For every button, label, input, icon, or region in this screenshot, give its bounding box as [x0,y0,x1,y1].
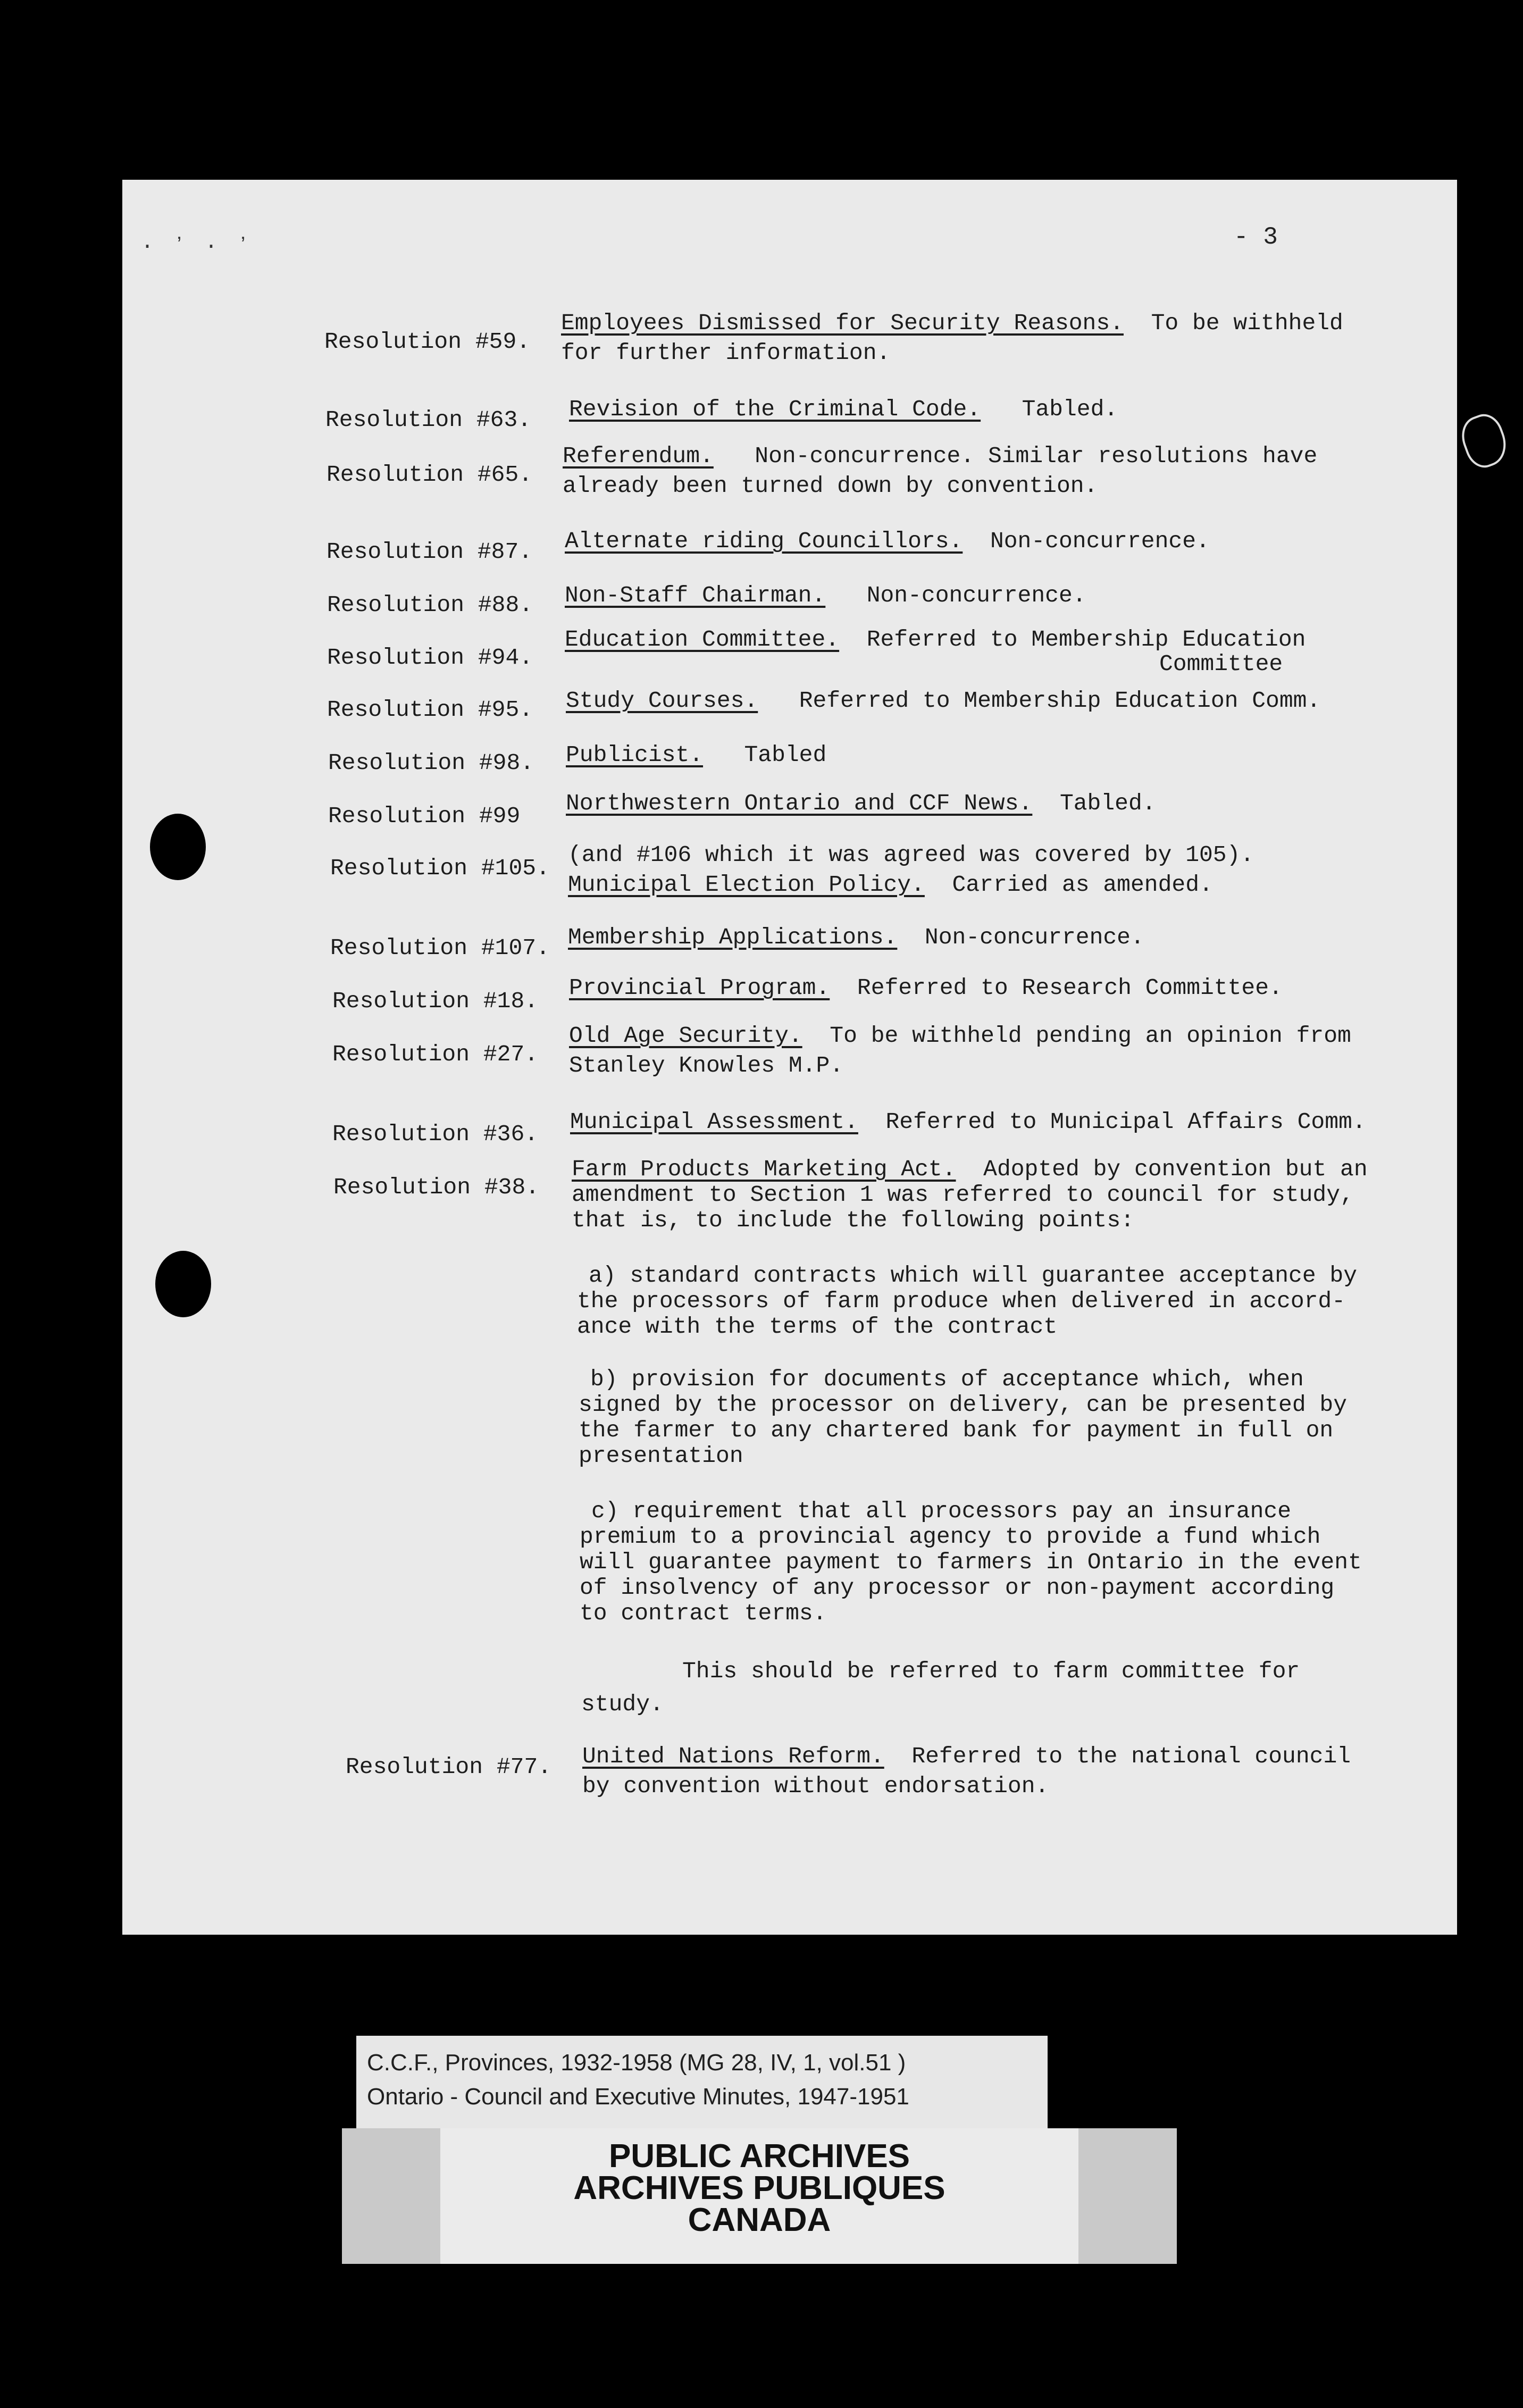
resolution-text: Referred to the national council [911,1743,1351,1769]
committee-note [581,1655,1300,1721]
resolution-body [569,395,1118,424]
resolution-body [572,1157,1368,1233]
resolution-label: Resolution #105. [330,855,550,881]
resolution-text: Tabled. [1022,396,1118,422]
resolution-label: Resolution #18. [332,988,539,1014]
resolution-body [565,526,1210,556]
point-b [579,1367,1347,1469]
resolution-title: Municipal Election Policy. [568,872,925,898]
resolution-body [568,923,1144,952]
resolution-title: Revision of the Criminal Code. [569,396,981,422]
punch-hole [155,1251,211,1317]
resolution-body [568,840,1254,900]
resolution-text-line: that is, to include the following points: [572,1207,1134,1233]
point-line: of insolvency of any processor or non-payment according [580,1575,1335,1601]
resolution-title: Employees Dismissed for Security Reasons. [561,310,1124,336]
resolution-text: Tabled [744,742,827,768]
resolution-body [565,625,1306,679]
resolution-label: Resolution #27. [332,1041,539,1067]
archive-label-line: Ontario - Council and Executive Minutes, 1947-1951 [367,2084,909,2110]
note-line: study. [581,1691,664,1717]
resolution-title: United Nations Reform. [582,1743,884,1769]
resolution-text: Non-concurrence. [866,582,1086,608]
resolution-text: Carried as amended. [952,872,1213,898]
resolution-body [566,740,826,770]
resolution-text: Non-concurrence. Similar resolutions have [755,443,1318,469]
resolution-text: Tabled. [1059,790,1156,816]
resolution-label: Resolution #77. [346,1754,552,1780]
point-line: a) standard contracts which will guarantee acceptance by [589,1262,1358,1289]
resolution-label: Resolution #38. [333,1174,540,1200]
point-line: c) requirement that all processors pay an insurance [591,1498,1292,1524]
point-line: b) provision for documents of acceptance which, when [590,1366,1304,1392]
resolution-body [582,1742,1351,1801]
resolution-body [570,1107,1366,1137]
resolution-title: Northwestern Ontario and CCF News. [566,790,1033,816]
resolution-body [565,581,1086,611]
resolution-text-line: by convention without endorsation. [582,1773,1049,1799]
resolution-label: Resolution #95. [327,697,533,723]
resolution-label: Resolution #65. [327,462,533,488]
resolution-label: Resolution #94. [327,645,533,671]
point-line: premium to a provincial agency to provide a fund which [580,1524,1321,1550]
resolution-body [566,789,1156,818]
resolution-body [561,308,1343,368]
page-number: - 3 [1234,223,1278,251]
resolution-title: Membership Applications. [568,924,898,950]
resolution-text-line: amendment to Section 1 was referred to council for study, [572,1182,1354,1208]
resolution-text: (and #106 which it was agreed was covered by 105). [568,842,1254,868]
resolution-title: Education Committee. [565,626,840,653]
note-line: This should be referred to farm committee for [682,1658,1300,1684]
resolution-label: Resolution #88. [327,592,533,618]
resolution-title: Alternate riding Councillors. [565,528,963,554]
point-line: presentation [579,1443,743,1469]
resolution-text: Adopted by convention but an [983,1156,1368,1182]
resolution-text: Referred to Municipal Affairs Comm. [885,1109,1366,1135]
resolution-title: Old Age Security. [569,1023,802,1049]
resolution-label: Resolution #107. [330,935,550,961]
point-line: will guarantee payment to farmers in Ontario in the event [580,1549,1362,1575]
resolution-text: Non-concurrence. [990,528,1210,554]
resolution-text-line: for further information. [561,340,891,366]
resolution-title: Study Courses. [566,688,758,714]
resolution-label: Resolution #59. [324,329,531,355]
point-c [580,1499,1362,1626]
resolution-text: To be withheld [1151,310,1343,336]
resolution-label: Resolution #87. [327,539,533,565]
stamp-line: CANADA [688,2202,831,2238]
resolution-title: Provincial Program. [569,975,830,1001]
resolution-text-line: Stanley Knowles M.P. [569,1052,844,1078]
pen-mark [1456,409,1513,473]
resolution-body [569,973,1283,1003]
resolution-body [569,1021,1351,1081]
point-line: to contract terms. [580,1600,827,1626]
resolution-title: Referendum. [563,443,714,469]
resolution-text-line: Committee [1159,651,1283,677]
resolution-title: Farm Products Marketing Act. [572,1156,956,1182]
archive-stamp-inner [440,2128,1078,2264]
resolution-text: Referred to Membership Education Comm. [799,688,1321,714]
resolution-title: Non-Staff Chairman. [565,582,826,608]
point-line: the processors of farm produce when delivered in accord- [577,1288,1346,1314]
resolution-label: Resolution #99 [328,803,521,829]
resolution-text: Referred to Research Committee. [857,975,1283,1001]
point-line: ance with the terms of the contract [577,1314,1058,1340]
stamp-line: PUBLIC ARCHIVES [608,2138,910,2175]
resolution-body [563,441,1317,501]
stamp-line: ARCHIVES PUBLIQUES [573,2170,945,2206]
resolution-body [566,686,1320,716]
archive-stamp [342,2128,1177,2264]
punch-hole [150,814,206,880]
resolution-title: Publicist. [566,742,704,768]
archive-label-line: C.C.F., Provinces, 1932-1958 (MG 28, IV, 1, vol.51 ) [367,2050,906,2076]
resolution-label: Resolution #63. [325,407,532,433]
point-a [577,1263,1357,1340]
resolution-text: To be withheld pending an opinion from [830,1023,1351,1049]
resolution-title: Municipal Assessment. [570,1109,858,1135]
point-line: signed by the processor on delivery, can be presented by [579,1392,1348,1418]
resolution-label: Resolution #98. [328,750,534,776]
resolution-text: Non-concurrence. [924,924,1144,950]
point-line: the farmer to any chartered bank for payment in full on [579,1417,1334,1443]
archive-label [356,2036,1048,2129]
resolution-label: Resolution #36. [332,1121,539,1147]
resolution-text-line: already been turned down by convention. [563,473,1098,499]
page-specks: · ʼ · ʼ [141,235,253,259]
resolution-text: Referred to Membership Education [866,626,1306,653]
